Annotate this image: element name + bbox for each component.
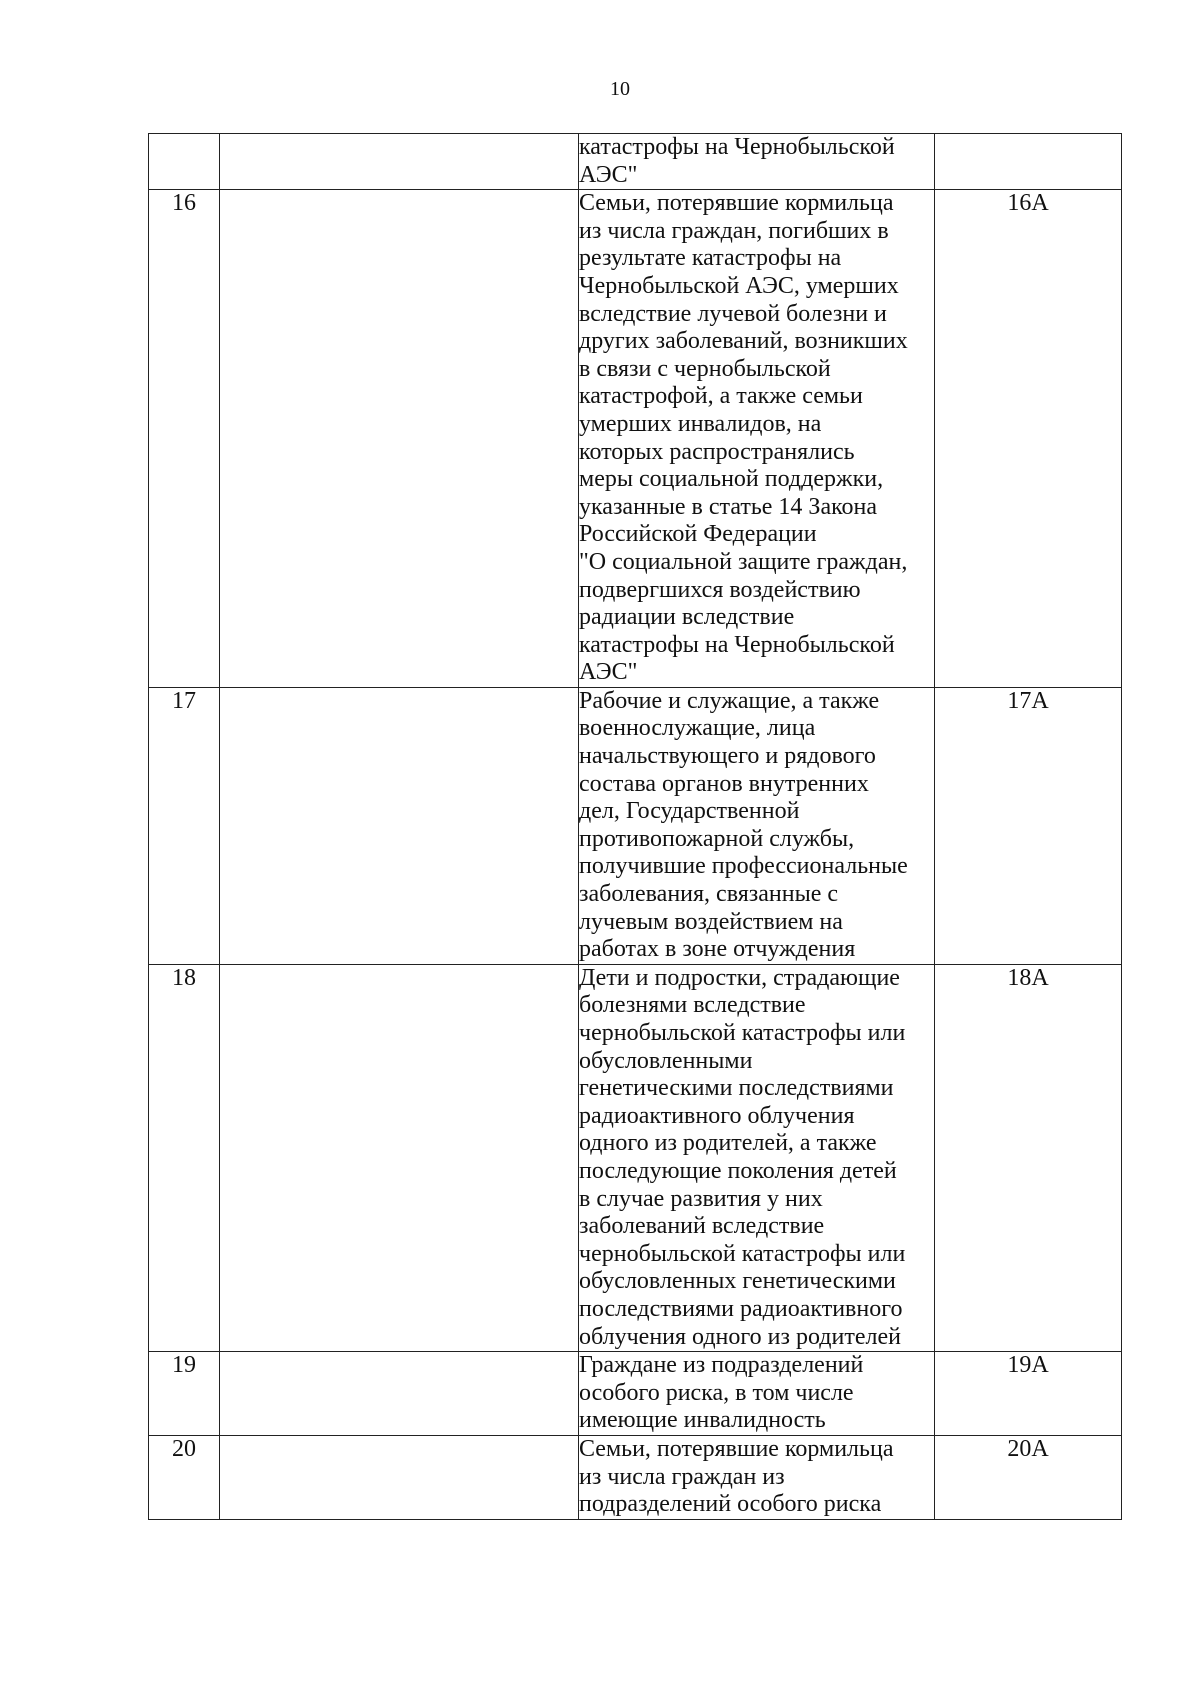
description-line: состава органов внутренних xyxy=(579,770,869,797)
table-row xyxy=(149,190,1122,688)
description-line: чернобыльской катастрофы или xyxy=(579,1020,906,1046)
description-line: обусловленных генетическими xyxy=(579,1268,896,1295)
description-line: радиоактивного облучения xyxy=(579,1102,855,1129)
description-line: последствиями радиоактивного xyxy=(579,1295,903,1322)
description-line: вследствие лучевой болезни и xyxy=(579,300,887,327)
description-line: других заболеваний, возникших xyxy=(579,328,908,355)
category-code-cell: 19А xyxy=(935,1352,1122,1436)
description-line: Семьи, потерявшие кормильца xyxy=(579,190,894,217)
description-line: Граждане из подразделений xyxy=(579,1352,864,1379)
empty-cell xyxy=(220,1352,579,1436)
category-code-cell: 17А xyxy=(935,687,1122,964)
description-line: "О социальной защите граждан, xyxy=(579,548,908,575)
description-line: противопожарной службы, xyxy=(579,825,855,852)
description-line: военнослужащие, лица xyxy=(579,715,816,742)
description-line: заболеваний вследствие xyxy=(579,1213,825,1240)
description-line: Российской Федерации xyxy=(579,521,817,548)
description-line: дел, Государственной xyxy=(579,798,800,825)
table-row xyxy=(149,687,1122,964)
empty-cell xyxy=(220,134,579,190)
description-line: Рабочие и служащие, а также xyxy=(579,687,880,714)
description-line: особого риска, в том числе xyxy=(579,1379,854,1406)
description-line: Дети и подростки, страдающие xyxy=(579,964,900,991)
empty-cell xyxy=(220,687,579,964)
description-line: из числа граждан из xyxy=(579,1463,785,1490)
category-description-cell xyxy=(579,1435,935,1519)
description-line: АЭС" xyxy=(579,161,638,188)
category-code-cell xyxy=(935,134,1122,190)
table-row xyxy=(149,134,1122,190)
category-code-cell: 16А xyxy=(935,190,1122,688)
table-row xyxy=(149,1352,1122,1436)
description-line: катастрофой, а также семьи xyxy=(579,383,863,410)
row-number-cell: 16 xyxy=(149,190,220,688)
description-line: меры социальной поддержки, xyxy=(579,466,884,493)
description-line: в связи с чернобыльской xyxy=(579,355,831,382)
empty-cell xyxy=(220,1435,579,1519)
description-line: Семьи, потерявшие кормильца xyxy=(579,1435,894,1462)
description-line: из числа граждан, погибших в xyxy=(579,217,889,244)
description-line: работах в зоне отчуждения xyxy=(579,936,856,963)
description-line: катастрофы на Чернобыльской xyxy=(579,631,895,658)
table-row xyxy=(149,964,1122,1351)
category-description-cell xyxy=(579,1352,935,1436)
description-line: одного из родителей, а также xyxy=(579,1130,877,1157)
table-row xyxy=(149,1435,1122,1519)
description-line: генетическими последствиями xyxy=(579,1075,894,1102)
description-line: подвергшихся воздействию xyxy=(579,576,861,603)
category-description-cell xyxy=(579,190,935,688)
category-description-cell xyxy=(579,687,935,964)
description-line: обусловленными xyxy=(579,1047,753,1074)
description-line: катастрофы на Чернобыльской xyxy=(579,134,895,160)
description-line: болезнями вследствие xyxy=(579,992,806,1019)
empty-cell xyxy=(220,190,579,688)
description-line: умерших инвалидов, на xyxy=(579,410,822,437)
description-line: начальствующего и рядового xyxy=(579,743,876,770)
benefits-table xyxy=(148,133,1122,1520)
description-line: указанные в статье 14 Закона xyxy=(579,493,878,520)
description-line: лучевым воздействием на xyxy=(579,908,843,935)
description-line: заболевания, связанные с xyxy=(579,881,839,908)
row-number-cell: 17 xyxy=(149,687,220,964)
description-line: в случае развития у них xyxy=(579,1185,823,1212)
description-line: облучения одного из родителей xyxy=(579,1323,901,1350)
description-line: подразделений особого риска xyxy=(579,1491,882,1518)
description-line: Чернобыльской АЭС, умерших xyxy=(579,272,899,299)
description-line: которых распространялись xyxy=(579,438,855,465)
row-number-cell xyxy=(149,134,220,190)
description-line: последующие поколения детей xyxy=(579,1157,897,1184)
category-code-cell: 20А xyxy=(935,1435,1122,1519)
row-number-cell: 20 xyxy=(149,1435,220,1519)
description-line: радиации вследствие xyxy=(579,604,795,631)
row-number-cell: 19 xyxy=(149,1352,220,1436)
description-line: получившие профессиональные xyxy=(579,853,908,880)
description-line: имеющие инвалидность xyxy=(579,1407,826,1434)
description-line: чернобыльской катастрофы или xyxy=(579,1240,906,1267)
category-code-cell: 18А xyxy=(935,964,1122,1351)
description-line: АЭС" xyxy=(579,659,638,686)
empty-cell xyxy=(220,964,579,1351)
description-line: результате катастрофы на xyxy=(579,245,842,272)
row-number-cell: 18 xyxy=(149,964,220,1351)
category-description-cell xyxy=(579,134,935,190)
page-number: 10 xyxy=(610,78,630,100)
category-description-cell xyxy=(579,964,935,1351)
